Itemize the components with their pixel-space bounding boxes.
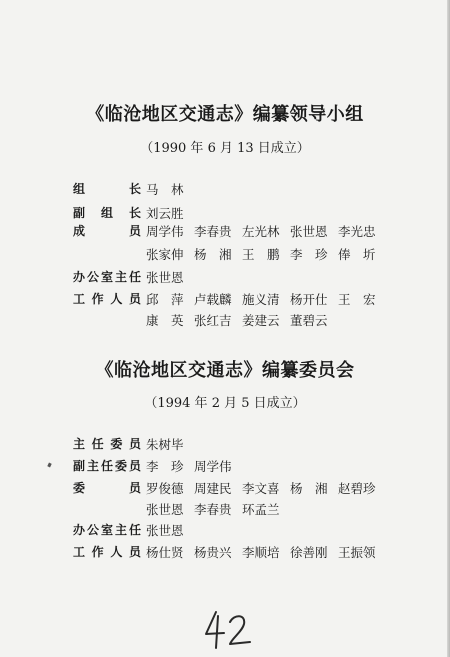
member-name: 李文喜 [242,481,280,496]
member-name: 刘云胜 [146,206,184,221]
section1-date: （1990 年 6 月 13 日成立） [140,141,310,156]
role-label: 主任委员 [73,437,141,451]
member-name: 李光忠 [338,224,376,239]
role-label: 成 员 [73,224,141,238]
member-name: 张世恩 [146,270,184,285]
role-label: 组 长 [73,182,141,196]
role-label: 办公室主任 [73,270,141,284]
member-name: 王 鹏 [242,247,280,262]
member-name: 俸 圻 [338,247,376,262]
member-name: 王 宏 [338,292,376,307]
ink-speck [47,463,51,468]
name-list [146,521,194,539]
member-name: 李 珍 [290,247,328,262]
member-name: 张世恩 [290,224,328,239]
role-label: 工作人员 [73,545,141,559]
member-name: 杨 湘 [194,247,232,262]
section2-title: 《临沧地区交通志》编纂委员会 [95,360,355,381]
member-name: 杨开仕 [290,292,328,307]
member-name: 卢载麟 [194,292,232,307]
name-list [146,180,194,198]
member-name: 杨仕贤 [146,545,184,560]
section2-date: （1994 年 2 月 5 日成立） [144,396,306,411]
name-list [146,543,386,561]
name-list [146,457,242,475]
member-name: 李顺培 [242,545,280,560]
name-list [146,435,194,453]
member-name: 施义清 [242,292,280,307]
member-name: 张世恩 [146,523,184,538]
member-name: 环孟兰 [242,502,280,517]
section1-title: 《临沧地区交通志》编纂领导小组 [86,104,364,125]
name-list [146,500,290,518]
member-name: 李春贵 [194,224,232,239]
member-name: 李 珍 [146,459,184,474]
member-name: 王振领 [338,545,376,560]
name-list [146,204,194,222]
role-label: 委 员 [73,481,141,495]
role-label: 副主任委员 [73,459,141,473]
member-name: 董碧云 [290,313,328,328]
member-name: 周建民 [194,481,232,496]
name-list [146,245,386,263]
name-list [146,311,338,329]
member-name: 杨贵兴 [194,545,232,560]
member-name: 徐善刚 [290,545,328,560]
name-list [146,290,386,308]
member-name: 马 林 [146,182,184,197]
member-name: 张红吉 [194,313,232,328]
role-label: 工作人员 [73,292,141,306]
member-name: 杨 湘 [290,481,328,496]
member-name: 邱 萍 [146,292,184,307]
role-label: 办公室主任 [73,523,141,537]
member-name: 李春贵 [194,502,232,517]
name-list [146,268,194,286]
name-list [146,222,386,240]
member-name: 姜建云 [242,313,280,328]
member-name: 张世恩 [146,502,184,517]
role-label: 副组长 [73,206,141,220]
member-name: 赵碧珍 [338,481,376,496]
name-list [146,479,386,497]
handwritten-page-number [200,608,260,652]
member-name: 左光林 [242,224,280,239]
member-name: 张家伸 [146,247,184,262]
member-name: 朱树毕 [146,437,184,452]
member-name: 罗俊德 [146,481,184,496]
member-name: 康 英 [146,313,184,328]
member-name: 周学伟 [146,224,184,239]
member-name: 周学伟 [194,459,232,474]
